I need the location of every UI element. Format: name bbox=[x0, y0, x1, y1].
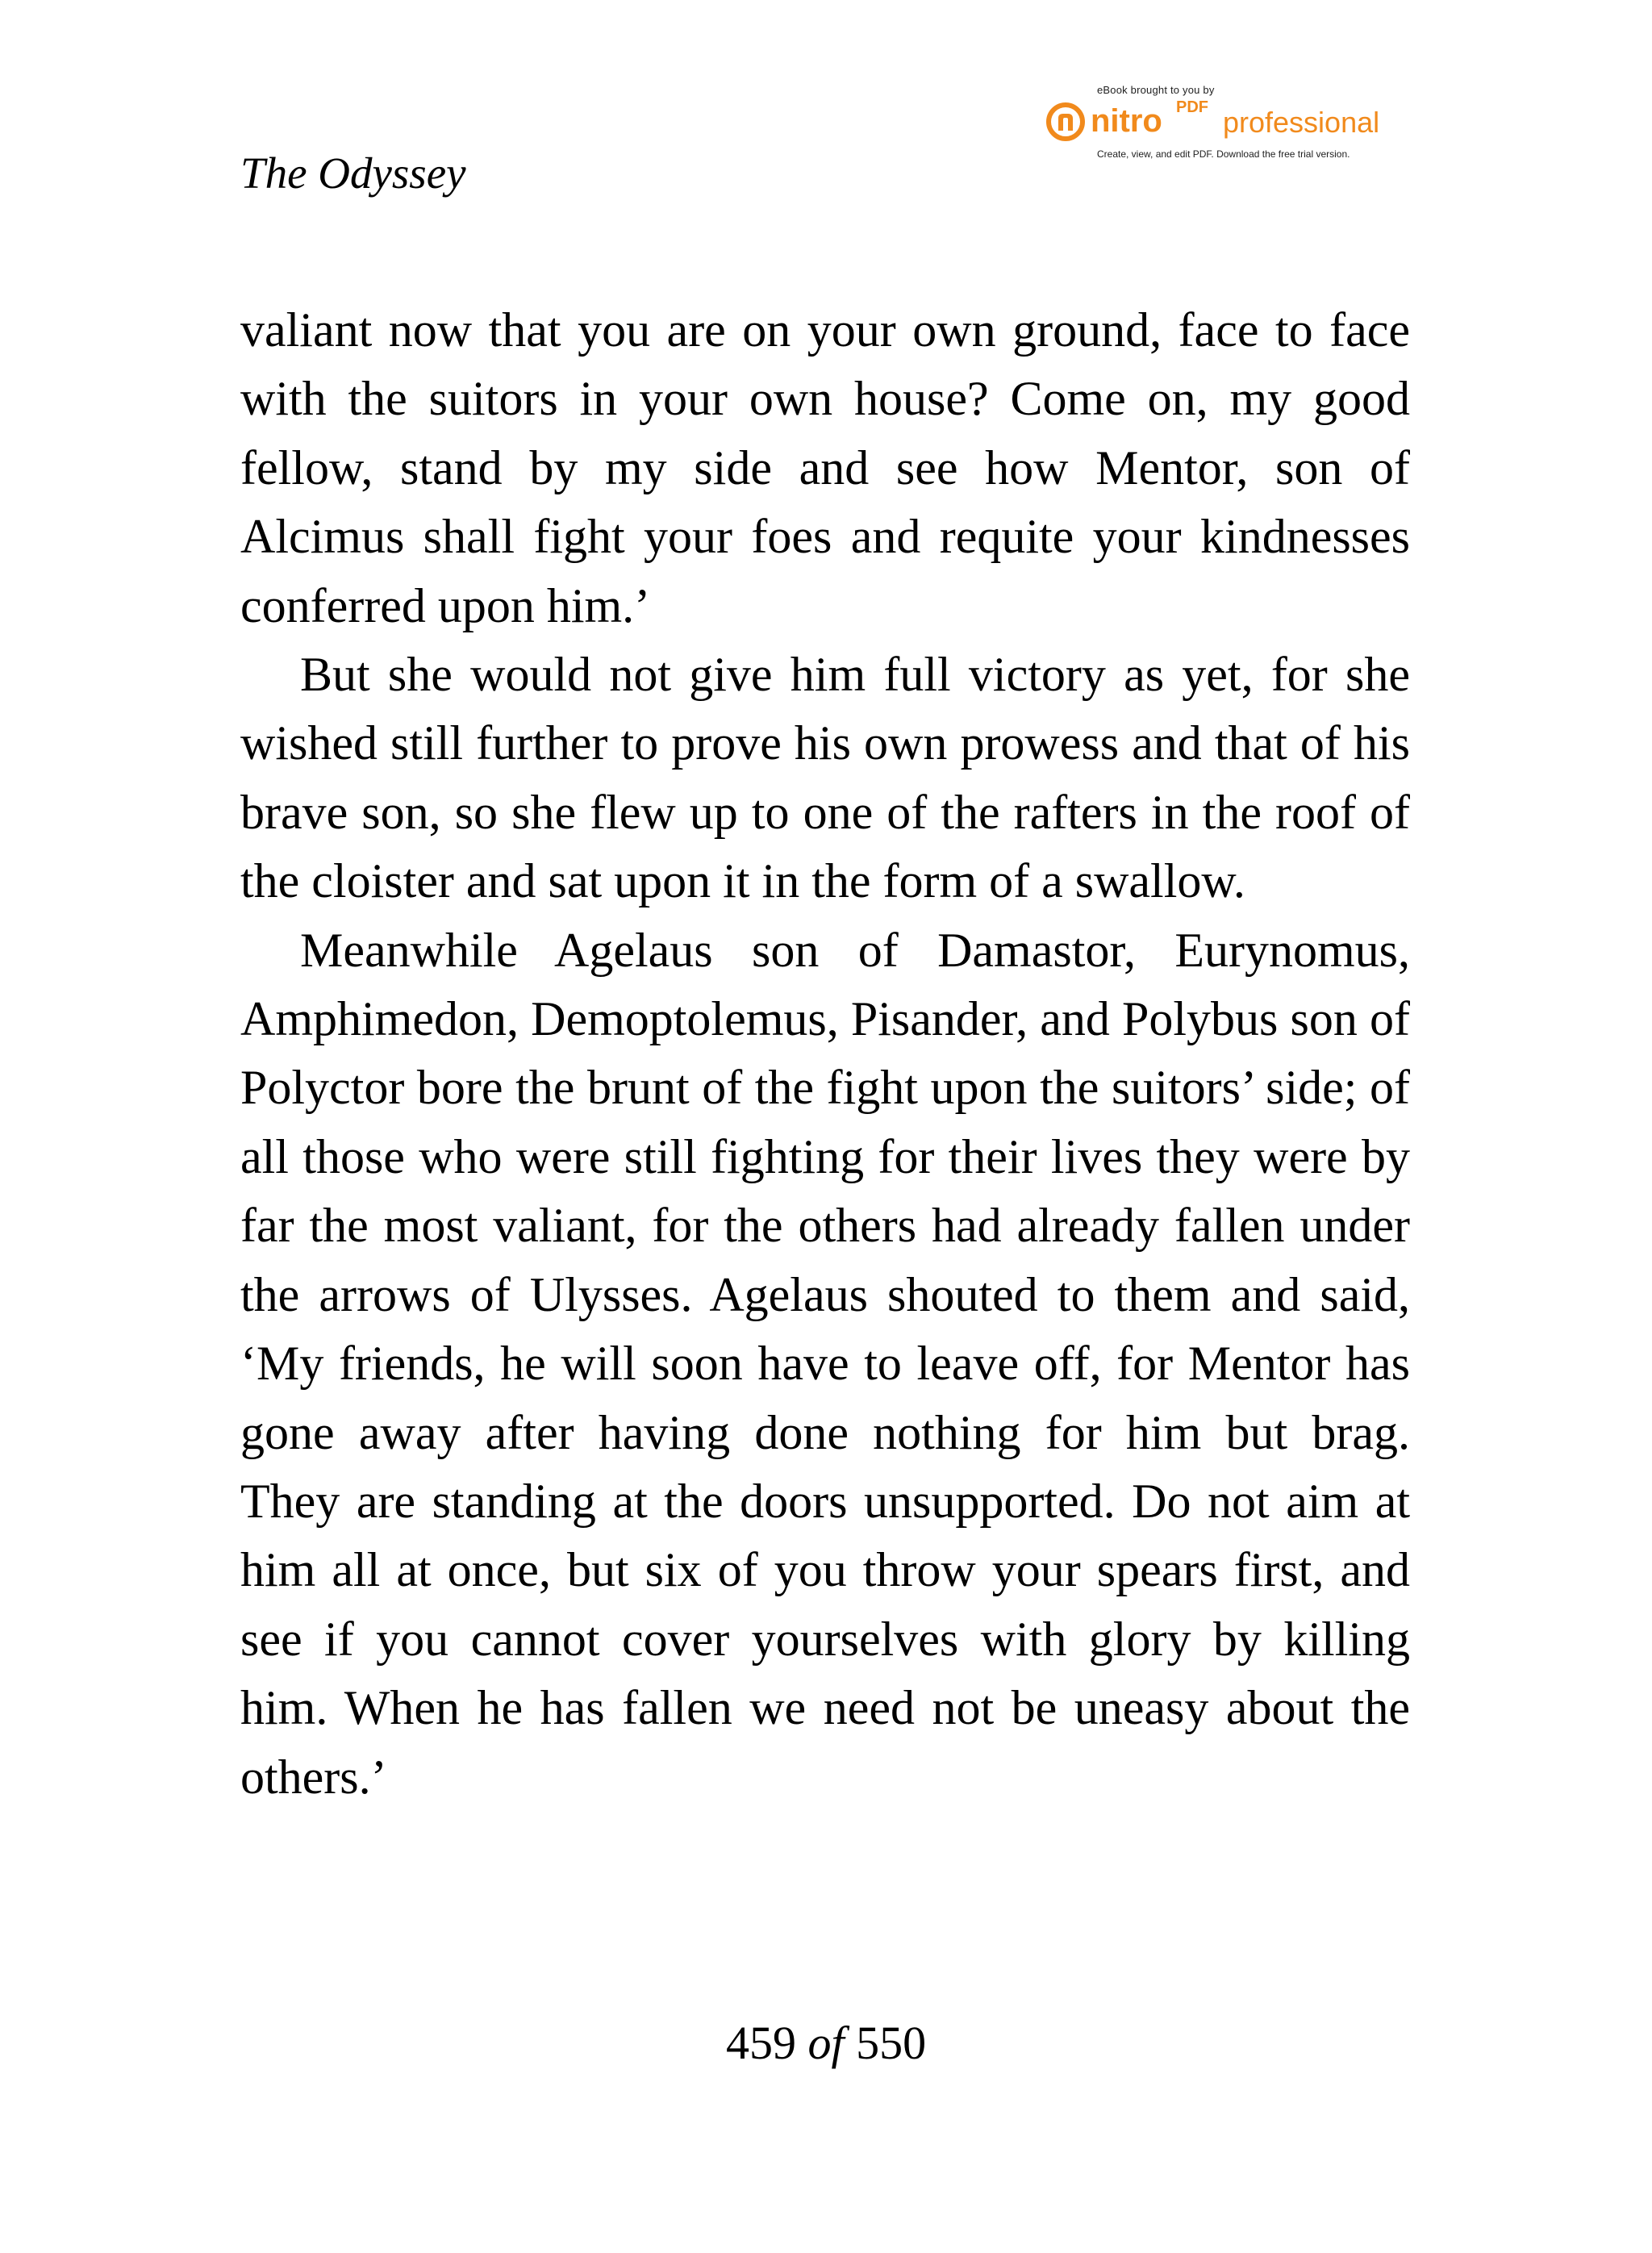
page-number bbox=[0, 2015, 1652, 2072]
paragraph-continued: valiant now that you are on your own ground, face to face with the suitors in your own house? Come on, my good fellow, stand by my side and see how Mentor, son of Alcimus shall fight your foes and requite your kindnesses conferred upon him.’ bbox=[240, 303, 1410, 632]
paragraph: But she would not give him full victory as yet, for she wished still further to prove his own prowess and that of his brave son, so she flew up to one of the rafters in the roof of the cloister and sat upon it in the form of a swallow. bbox=[240, 648, 1410, 908]
total-page-count: 550 bbox=[856, 2017, 927, 2069]
banner-brand-product: professional bbox=[1223, 106, 1380, 139]
nitro-n-logo-icon bbox=[1045, 102, 1086, 142]
banner-brand-superscript: PDF bbox=[1176, 98, 1208, 116]
running-head-title: The Odyssey bbox=[240, 148, 466, 198]
paragraph: Meanwhile Agelaus son of Damastor, Eurynomus, Amphimedon, Demoptolemus, Pisander, and Polybus son of Polyctor bore the brunt of the fight upon the suitors’ side; of all those who were still fighting for their lives they were by far the most valiant, for the others had already fallen under the arrows of Ulysses. Agelaus shouted to them and said, ‘My friends, he will soon have to leave off, for Mentor has gone away after having done nothing for him but brag. They are standing at the doors unsupported. Do not aim at him all at once, but six of you throw your spears first, and see if you cannot cover yourselves with glory by killing him. When he has fallen we need not be uneasy about the others.’ bbox=[240, 923, 1410, 1804]
banner-subtitle: Create, view, and edit PDF. Download the free trial version. bbox=[1097, 148, 1350, 160]
page-of-label: of bbox=[807, 2017, 845, 2069]
nitro-pdf-banner[interactable] bbox=[1045, 84, 1420, 165]
body-text bbox=[240, 296, 1410, 1812]
banner-brand-name: nitro bbox=[1091, 103, 1162, 139]
banner-tagline: eBook brought to you by bbox=[1097, 84, 1215, 96]
current-page-number: 459 bbox=[725, 2017, 796, 2069]
